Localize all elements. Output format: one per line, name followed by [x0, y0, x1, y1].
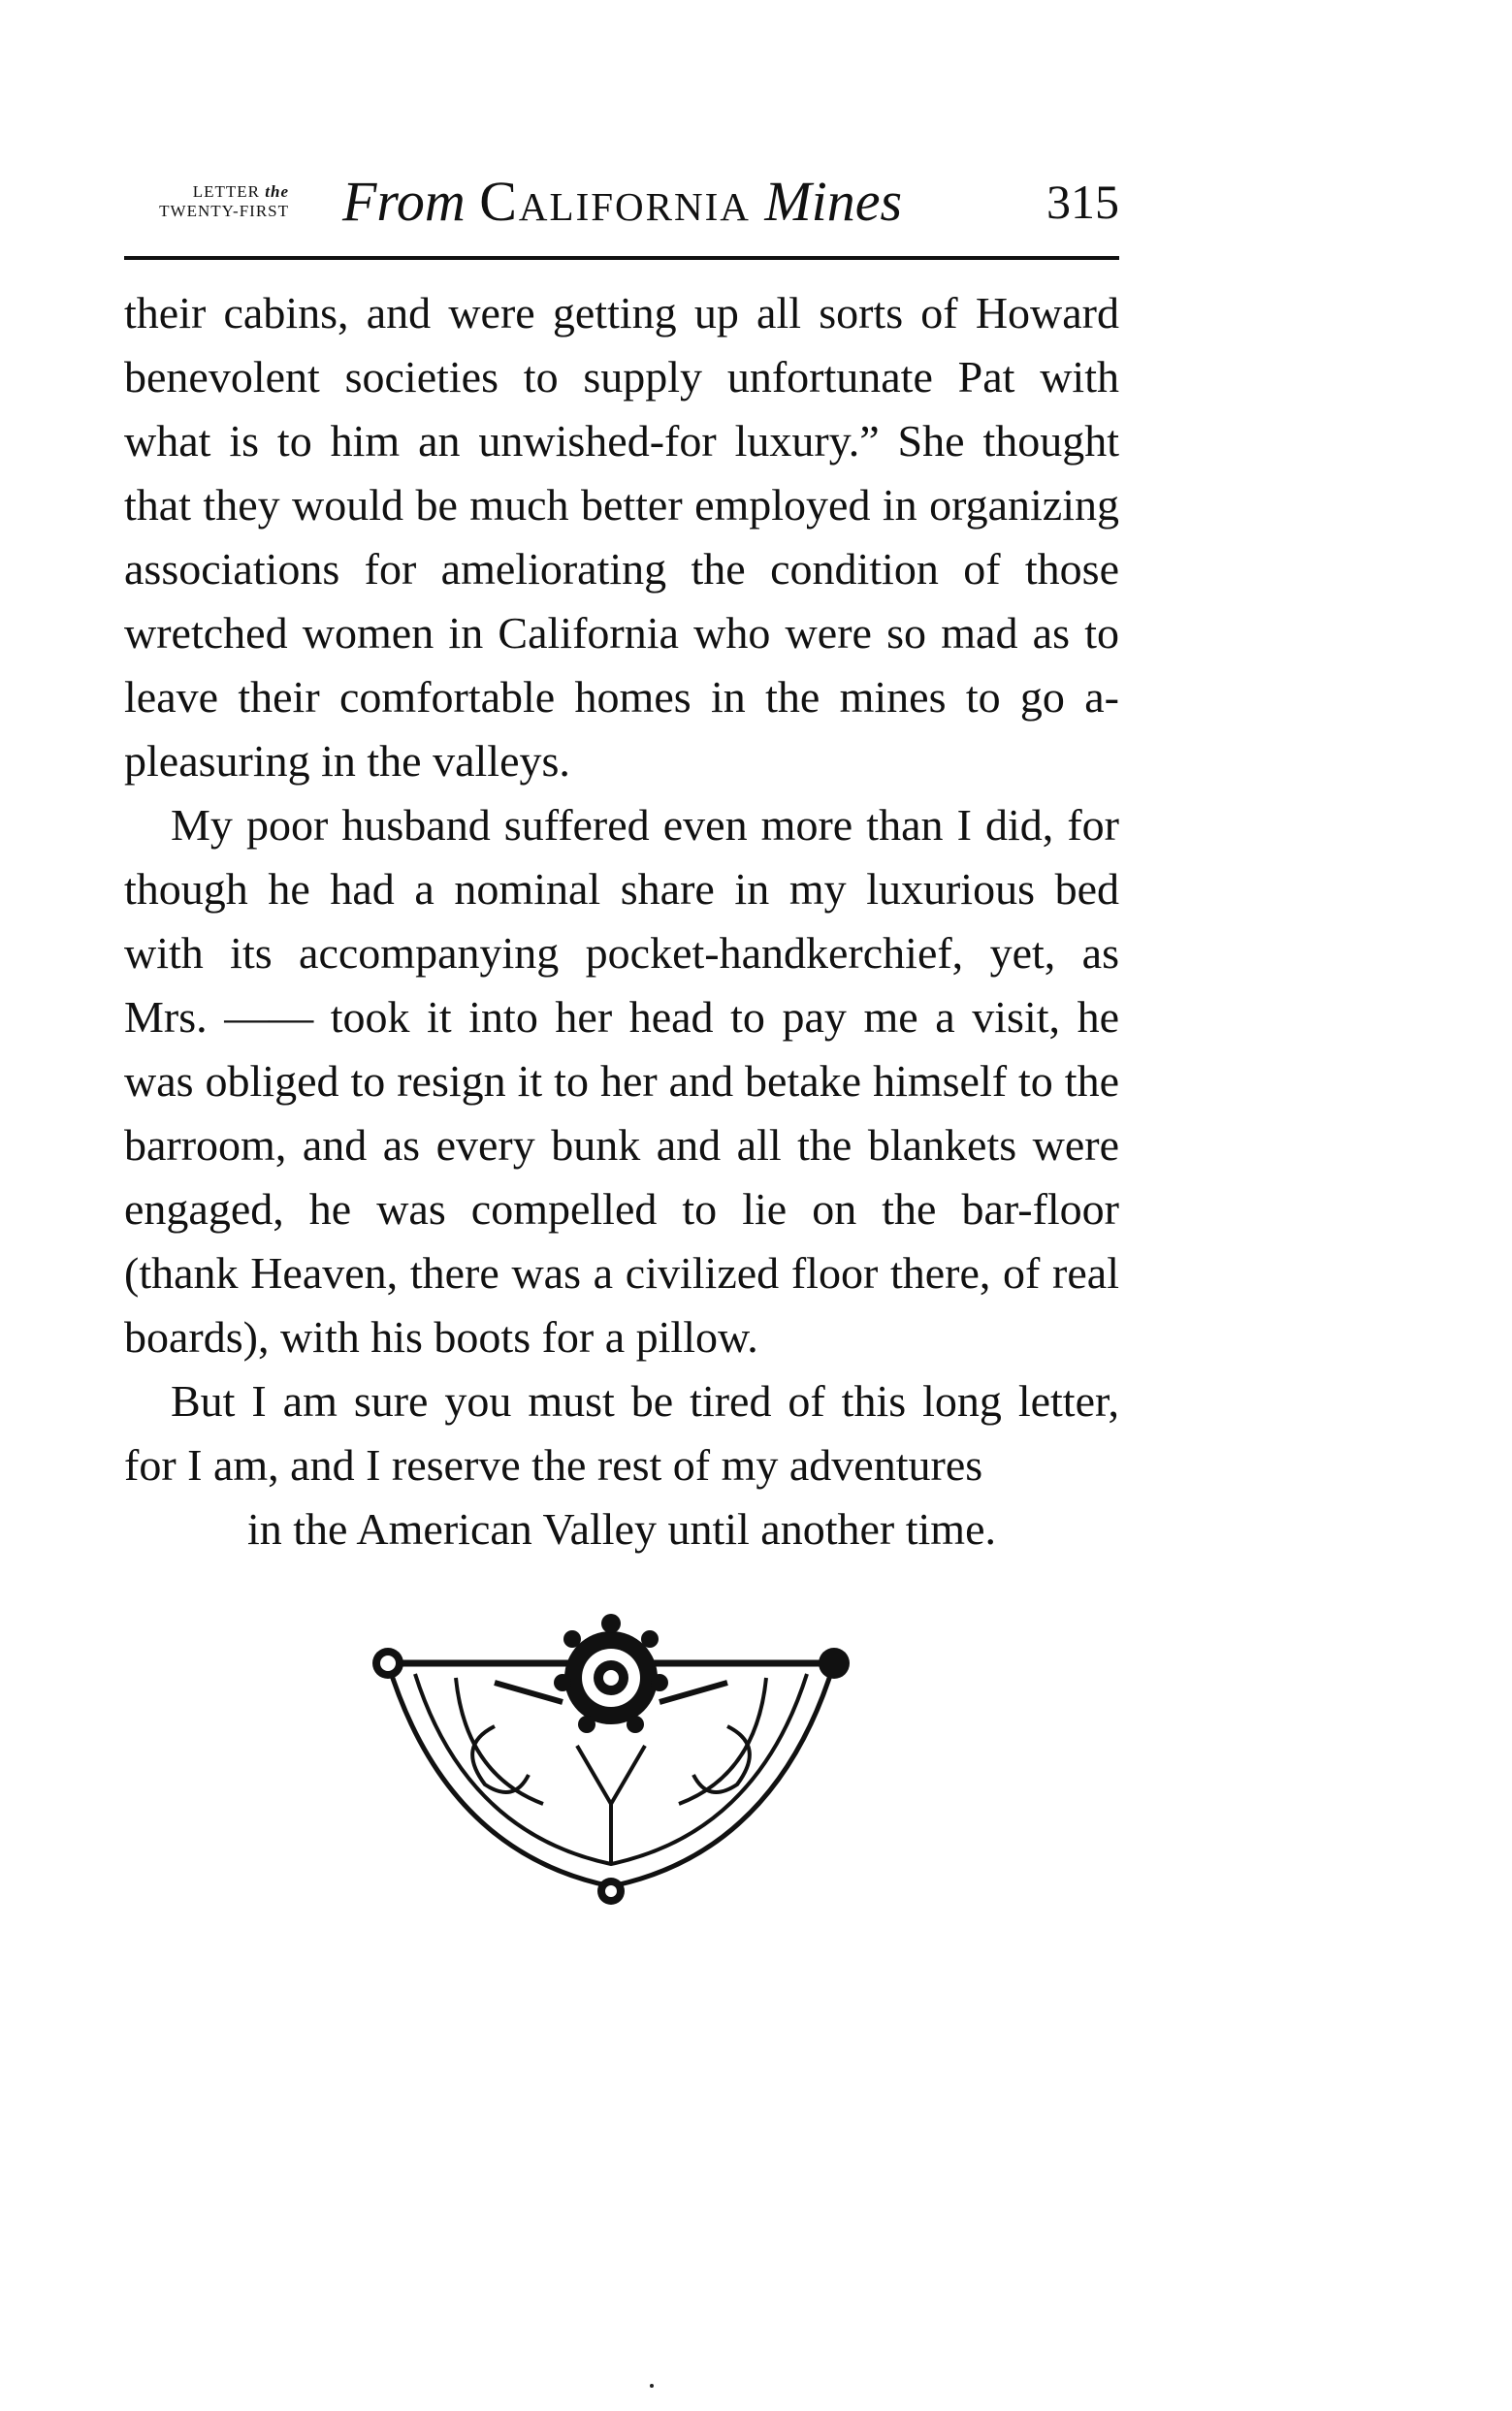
running-label	[124, 182, 289, 221]
running-label-letter: LETTER	[192, 182, 261, 201]
running-label-the: the	[265, 182, 289, 201]
print-speck	[650, 2384, 654, 2388]
running-title	[342, 163, 902, 241]
paragraph-2: My poor husband suffered even more than I did, for though he had a nominal share in my luxurious bed with its accompanying pocket-handkerchief, yet, as Mrs. —— took it into her head to pay me a visit, he was obliged to resign it to her and betake himself to the barroom, and as every bunk and all the blankets were engaged, he was compelled to lie on the bar-floor (thank Heaven, there was a civilized floor there, of real boards), with his boots for a pillow.	[124, 800, 1119, 1362]
paragraph-1: their cabins, and were getting up all sorts of Howard benevolent societies to supply unfortunate Pat with what is to him an unwished-for luxury.” She thought that they would be much better employed in organizing associations for ameliorating the condition of those wretched women in California who were so mad as to leave their comfortable homes in the mines to go a-pleasuring in the valleys.	[124, 288, 1119, 786]
paragraph-4: in the American Valley until another time.	[246, 1504, 996, 1554]
header-rule	[124, 256, 1119, 260]
title-mines: Mines	[764, 170, 903, 233]
running-label-twenty-first: TWENTY-FIRST	[159, 202, 289, 220]
running-header	[124, 163, 1119, 250]
title-california: California	[479, 170, 751, 233]
body-text	[124, 281, 1119, 1561]
paragraph-3: But I am sure you must be tired of this long letter, for I am, and I reserve the rest of my adventures	[124, 1376, 1119, 1490]
page-number: 315	[1046, 175, 1119, 229]
decorative-tailpiece-icon	[369, 1610, 853, 1930]
title-from: From	[342, 170, 466, 233]
